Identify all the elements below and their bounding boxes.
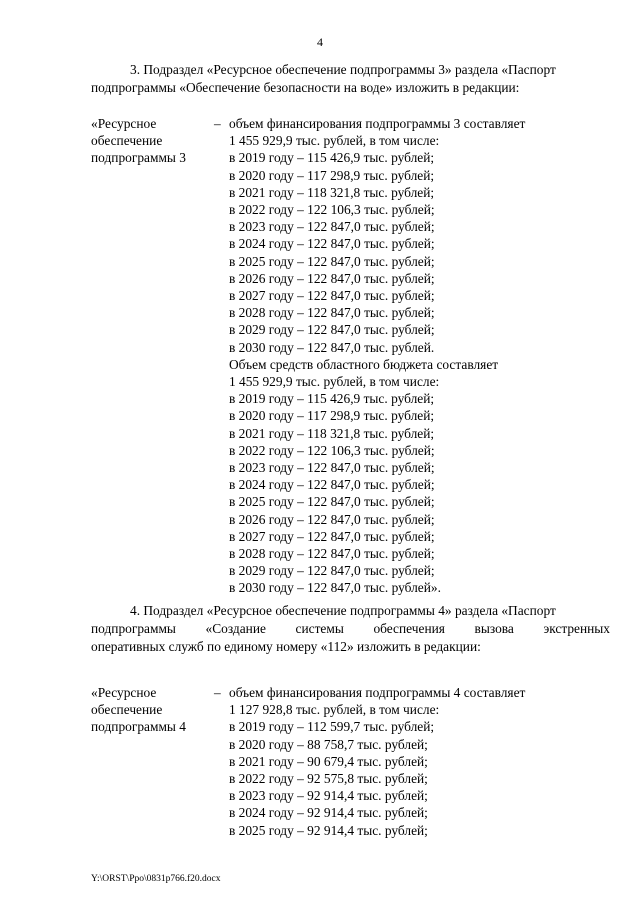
funding-line: в 2021 году – 90 679,4 тыс. рублей; (229, 753, 428, 769)
funding-line: в 2019 году – 115 426,9 тыс. рублей; (229, 150, 435, 166)
funding-line: в 2027 году – 122 847,0 тыс. рублей; (229, 288, 435, 304)
section3-label-line: подпрограммы 3 (91, 150, 186, 166)
funding-line: в 2021 году – 118 321,8 тыс. рублей; (229, 184, 435, 200)
funding-line: Объем средств областного бюджета составляет (229, 356, 499, 372)
section4-label-line: подпрограммы 4 (91, 719, 186, 735)
funding-line: 1 127 928,8 тыс. рублей, в том числе: (229, 702, 440, 718)
funding-line: в 2030 году – 122 847,0 тыс. рублей. (229, 339, 435, 355)
section4-dash: – (214, 685, 221, 700)
funding-line: в 2022 году – 122 106,3 тыс. рублей; (229, 202, 435, 218)
funding-line: в 2020 году – 88 758,7 тыс. рублей; (229, 736, 428, 752)
section4-label-line: «Ресурсное (91, 685, 157, 700)
funding-line: в 2024 году – 122 847,0 тыс. рублей; (229, 236, 435, 252)
funding-line: в 2029 году – 122 847,0 тыс. рублей; (229, 322, 435, 338)
funding-line: 1 455 929,9 тыс. рублей, в том числе: (229, 133, 440, 149)
section4-intro-line2: подпрограммы «Создание системы обеспечения вызова экстренных (91, 621, 610, 636)
funding-line: в 2027 году – 122 847,0 тыс. рублей; (229, 528, 435, 544)
funding-line: в 2023 году – 122 847,0 тыс. рублей; (229, 219, 435, 235)
section3-intro-line2: подпрограммы «Обеспечение безопасности на воде» изложить в редакции: (91, 80, 520, 95)
funding-line: в 2022 году – 122 106,3 тыс. рублей; (229, 442, 435, 458)
section3-dash: – (214, 116, 221, 131)
section3-label-line: «Ресурсное (91, 116, 157, 131)
section4-intro-line3: оперативных служб по единому номеру «112» изложить в редакции: (91, 639, 481, 654)
funding-line: в 2029 году – 122 847,0 тыс. рублей; (229, 563, 435, 579)
funding-line: в 2025 году – 122 847,0 тыс. рублей; (229, 253, 435, 269)
funding-line: в 2026 году – 122 847,0 тыс. рублей; (229, 511, 435, 527)
funding-line: в 2030 году – 122 847,0 тыс. рублей». (229, 580, 441, 596)
section3-intro (91, 61, 610, 97)
funding-line: в 2028 году – 122 847,0 тыс. рублей; (229, 305, 435, 321)
section3-funding-lines (229, 115, 609, 597)
funding-line: в 2019 году – 115 426,9 тыс. рублей; (229, 391, 435, 407)
funding-line: в 2028 году – 122 847,0 тыс. рублей; (229, 546, 435, 562)
funding-line: в 2019 году – 112 599,7 тыс. рублей; (229, 719, 435, 735)
section4-funding-lines (229, 684, 609, 839)
funding-line: 1 455 929,9 тыс. рублей, в том числе: (229, 374, 440, 390)
funding-line: в 2021 году – 118 321,8 тыс. рублей; (229, 425, 435, 441)
section3-label (91, 115, 211, 167)
file-path-footer: Y:\ORST\Ppo\0831p766.f20.docx (91, 874, 221, 884)
funding-line: в 2025 году – 92 914,4 тыс. рублей; (229, 822, 428, 838)
funding-line: в 2022 году – 92 575,8 тыс. рублей; (229, 771, 428, 787)
funding-line: объем финансирования подпрограммы 3 составляет (229, 116, 526, 131)
section4-label-line: обеспечение (91, 702, 163, 718)
section4-label (91, 684, 211, 736)
funding-line: в 2026 году – 122 847,0 тыс. рублей; (229, 270, 435, 286)
funding-line: объем финансирования подпрограммы 4 составляет (229, 685, 526, 700)
funding-line: в 2023 году – 92 914,4 тыс. рублей; (229, 788, 428, 804)
section3-label-line: обеспечение (91, 133, 163, 149)
funding-line: в 2025 году – 122 847,0 тыс. рублей; (229, 494, 435, 510)
funding-line: в 2023 году – 122 847,0 тыс. рублей; (229, 460, 435, 476)
funding-line: в 2024 году – 122 847,0 тыс. рублей; (229, 477, 435, 493)
funding-line: в 2020 году – 117 298,9 тыс. рублей; (229, 167, 435, 183)
section4-intro (91, 602, 610, 656)
funding-line: в 2020 году – 117 298,9 тыс. рублей; (229, 408, 435, 424)
funding-line: в 2024 году – 92 914,4 тыс. рублей; (229, 805, 428, 821)
section3-intro-line1: 3. Подраздел «Ресурсное обеспечение подпрограммы 3» раздела «Паспорт (130, 62, 556, 77)
section4-intro-line1: 4. Подраздел «Ресурсное обеспечение подпрограммы 4» раздела «Паспорт (130, 603, 556, 618)
page-number: 4 (317, 35, 323, 49)
